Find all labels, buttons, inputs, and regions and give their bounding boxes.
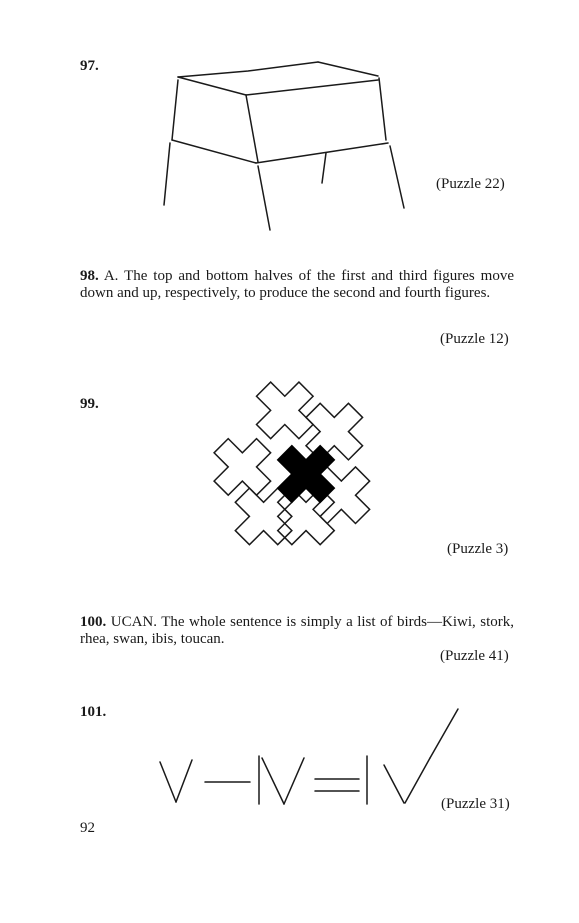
puzzle-reference-97: (Puzzle 22) bbox=[436, 176, 505, 192]
puzzle-reference-100: (Puzzle 41) bbox=[440, 648, 509, 664]
puzzle-reference-101: (Puzzle 31) bbox=[441, 796, 510, 812]
page-number: 92 bbox=[80, 820, 95, 836]
answer-100 bbox=[80, 614, 514, 648]
answer-number-100: 100. bbox=[80, 614, 107, 630]
answer-number-97: 97. bbox=[80, 58, 99, 74]
answer-text-100: UCAN. The whole sentence is simply a list of birds—Kiwi, stork, rhea, swan, ibis, toucan. bbox=[80, 614, 514, 647]
puzzle-reference-98: (Puzzle 12) bbox=[440, 331, 509, 347]
puzzle-reference-99: (Puzzle 3) bbox=[447, 541, 509, 557]
answer-number-98: 98. bbox=[80, 268, 99, 284]
answer-number-101: 101. bbox=[80, 704, 107, 720]
answer-98 bbox=[80, 268, 514, 302]
table-figure bbox=[0, 0, 579, 260]
matchstick-figure bbox=[0, 700, 579, 840]
answer-text-98: A. The top and bottom halves of the first and third figures move down and up, respectively, to produce the second and fourth figures. bbox=[80, 268, 514, 301]
answer-number-99: 99. bbox=[80, 396, 99, 412]
